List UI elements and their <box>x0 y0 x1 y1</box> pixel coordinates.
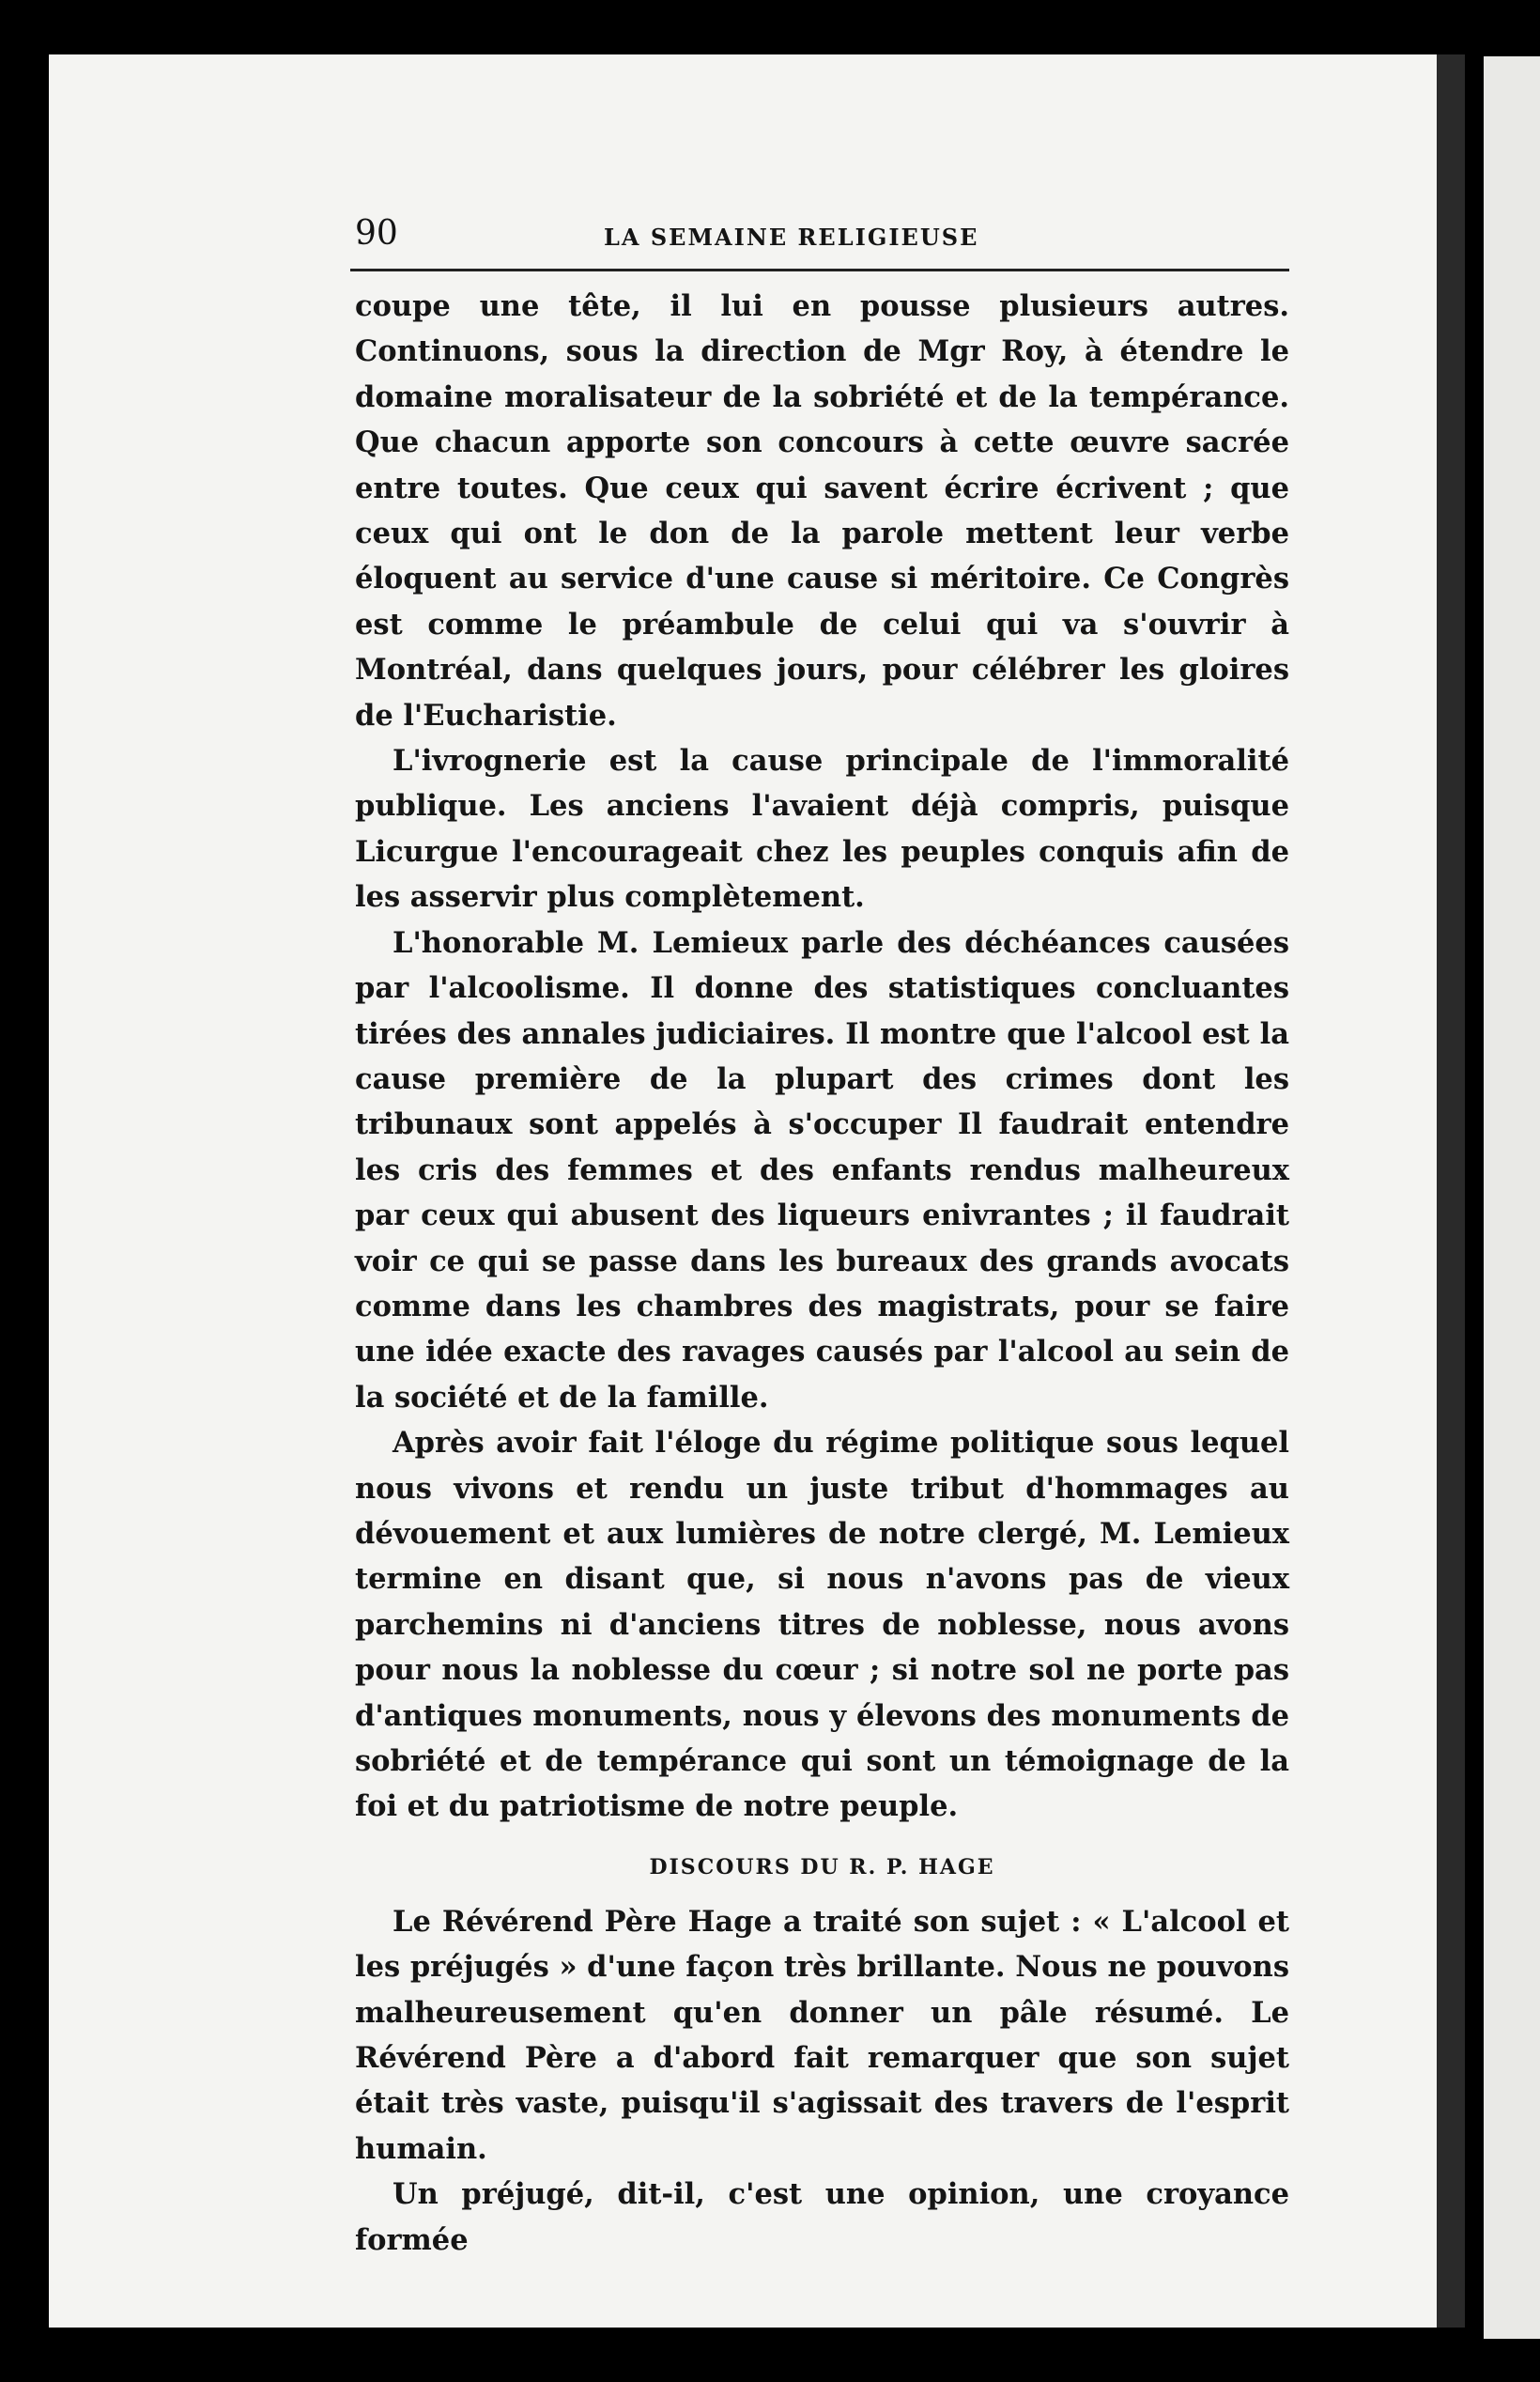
paragraph: L'honorable M. Lemieux parle des déchéances causées par l'alcoolisme. Il donne des statistiques concluantes tirées des annales judiciaires. Il montre que l'alcool est la cause première de la plupart des crimes dont les tribunaux sont appelés à s'occuper Il faudrait entendre les cris des femmes et des enfants rendus malheureux par ceux qui abusent des liqueurs enivrantes ; il faudrait voir ce qui se passe dans les bureaux des grands avocats comme dans les chambres des magistrats, pour se faire une idée exacte des ravages causés par l'alcool au sein de la société et de la famille. <box>355 925 1289 1415</box>
section-heading: DISCOURS DU R. P. HAGE <box>649 1854 995 1879</box>
header-rule <box>350 269 1289 271</box>
page-edge-shadow <box>1437 54 1465 2328</box>
article-body <box>355 284 1289 2257</box>
facing-page-strip <box>1484 56 1540 2339</box>
paragraph: Un préjugé, dit-il, c'est une opinion, une croyance formée <box>355 2177 1289 2257</box>
page-number: 90 <box>355 214 398 253</box>
paragraph: L'ivrognerie est la cause principale de l'immoralité publique. Les anciens l'avaient déjà compris, puisque Licurgue l'encourageait chez les peuples conquis afin de les asservir plus complètement. <box>355 744 1289 915</box>
running-title: LA SEMAINE RELIGIEUSE <box>604 224 979 251</box>
paragraph: Le Révérend Père Hage a traité son sujet : « L'alcool et les préjugés » d'une façon très brillante. Nous ne pouvons malheureusement qu'en donner un pâle résumé. Le Révérend Père a d'abord fait remarquer que son sujet était très vaste, puisqu'il s'agissait des travers de l'esprit humain. <box>355 1904 1289 2166</box>
paragraph: coupe une tête, il lui en pousse plusieurs autres. Continuons, sous la direction de Mgr Roy, à étendre le domaine moralisateur de la sobriété et de la tempérance. Que chacun apporte son concours à cette œuvre sacrée entre toutes. Que ceux qui savent écrire écrivent ; que ceux qui ont le don de la parole mettent leur verbe éloquent au service d'une cause si méritoire. Ce Congrès est comme le préambule de celui qui va s'ouvrir à Montréal, dans quelques jours, pour célébrer les gloires de l'Eucharistie. <box>355 289 1289 733</box>
page-header <box>303 214 1289 263</box>
paragraph: Après avoir fait l'éloge du régime politique sous lequel nous vivons et rendu un juste tribut d'hommages au dévouement et aux lumières de notre clergé, M. Lemieux termine en disant que, si nous n'avons pas de vieux parchemins ni d'anciens titres de noblesse, nous avons pour nous la noblesse du cœur ; si notre sol ne porte pas d'antiques monuments, nous y élevons des monuments de sobriété et de tempérance qui sont un témoignage de la foi et du patriotisme de notre peuple. <box>355 1426 1289 1824</box>
